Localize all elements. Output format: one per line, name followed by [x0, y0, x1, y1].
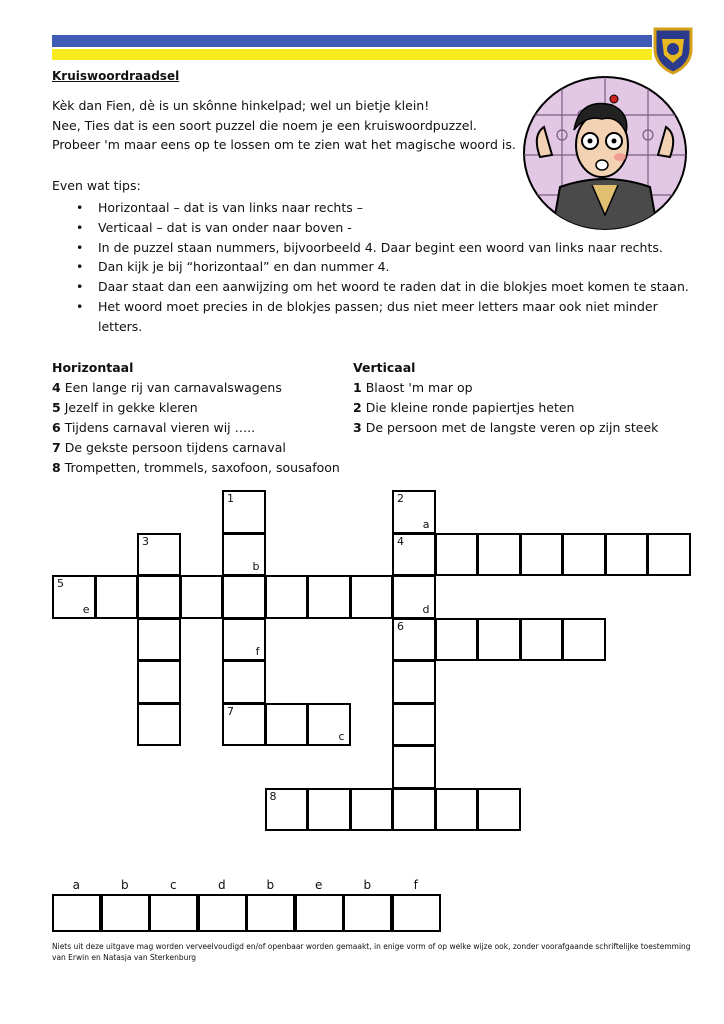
- solution-label: f: [413, 878, 418, 892]
- crossword-cell[interactable]: [392, 533, 436, 577]
- intro-text: [52, 96, 522, 155]
- crossword-cell[interactable]: [222, 533, 266, 577]
- clue-item: [52, 378, 340, 398]
- club-shield-logo: [652, 25, 694, 75]
- solution-cell[interactable]: [101, 894, 150, 932]
- solution-cell[interactable]: [149, 894, 198, 932]
- tip-item: • Het woord moet precies in de blokjes passen; dus niet meer letters maar ook niet minder letters.: [76, 297, 696, 337]
- clue-item: [52, 438, 340, 458]
- solution-cell[interactable]: [52, 894, 101, 932]
- clue-text: Blaost 'm mar op: [365, 380, 473, 395]
- crossword-cell[interactable]: [605, 533, 649, 577]
- copyright-footer: Niets uit deze uitgave mag worden verveelvoudigd en/of openbaar worden gemaakt, in enige vorm of op welke wijze ook, zonder voorafgaande schriftelijke toestemming van Erwin en Natasja van Sterkenburg: [52, 942, 691, 962]
- clue-text: De persoon met de langste veren op zijn steek: [365, 420, 659, 435]
- clue-number-label: 4: [397, 534, 404, 548]
- clue-number: 2: [353, 400, 362, 415]
- solution-label: b: [363, 878, 372, 892]
- clue-text: Tijdens carnaval vieren wij …..: [64, 420, 256, 435]
- clue-number-label: 8: [269, 789, 277, 803]
- header-stripe-blue: [52, 35, 652, 47]
- crossword-cell[interactable]: [265, 575, 309, 619]
- crossword-cell[interactable]: [520, 618, 564, 662]
- crossword-cell[interactable]: [392, 788, 436, 832]
- crossword-cell[interactable]: [180, 575, 224, 619]
- solution-cell[interactable]: [246, 894, 295, 932]
- crossword-cell[interactable]: [392, 490, 436, 534]
- clue-text: De gekste persoon tijdens carnaval: [64, 440, 286, 455]
- clue-number: 5: [52, 400, 61, 415]
- crossword-cell[interactable]: [137, 660, 181, 704]
- horizontal-clues: [52, 358, 340, 478]
- crossword-cell[interactable]: [222, 660, 266, 704]
- solution-label: c: [169, 878, 177, 892]
- tip-item: • In de puzzel staan nummers, bijvoorbeeld 4. Daar begint een woord van links naar rechts.: [76, 238, 696, 258]
- clue-number-label: 7: [227, 704, 234, 718]
- tips-heading: Even wat tips:: [52, 178, 141, 193]
- crossword-cell[interactable]: [647, 533, 691, 577]
- solution-letter-marker: a: [422, 517, 430, 531]
- vertical-heading: Verticaal: [353, 360, 416, 375]
- clue-number: 4: [52, 380, 61, 395]
- crossword-cell[interactable]: [435, 788, 479, 832]
- clue-item: [353, 418, 658, 438]
- intro-line: Nee, Ties dat is een soort puzzel die noem je een kruiswoordpuzzel.: [52, 117, 477, 133]
- crossword-cell[interactable]: [392, 703, 436, 747]
- solution-label: b: [266, 878, 275, 892]
- crossword-cell[interactable]: [265, 788, 309, 832]
- crossword-cell[interactable]: [95, 575, 139, 619]
- tip-item: • Horizontaal – dat is van links naar rechts –: [76, 198, 696, 218]
- crossword-cell[interactable]: [350, 575, 394, 619]
- clue-text: Jezelf in gekke kleren: [64, 400, 198, 415]
- clue-number-label: 6: [397, 619, 404, 633]
- crossword-cell[interactable]: [137, 618, 181, 662]
- solution-letter-marker: d: [422, 602, 430, 616]
- crossword-cell[interactable]: [477, 788, 521, 832]
- crossword-cell[interactable]: [222, 490, 266, 534]
- intro-line: Kèk dan Fien, dè is un skônne hinkelpad; wel un bietje klein!: [52, 98, 430, 113]
- crossword-cell[interactable]: [350, 788, 394, 832]
- crossword-cell[interactable]: [477, 618, 521, 662]
- solution-cell[interactable]: [198, 894, 247, 932]
- crossword-cell[interactable]: [307, 575, 351, 619]
- header-stripe-yellow: [52, 49, 652, 60]
- solution-letter-marker: c: [338, 730, 345, 743]
- tip-item: • Dan kijk je bij “horizontaal” en dan nummer 4.: [76, 257, 696, 277]
- clue-text: Trompetten, trommels, saxofoon, sousafoon: [64, 460, 340, 475]
- clue-number-label: 2: [397, 492, 404, 505]
- crossword-cell[interactable]: [137, 703, 181, 747]
- clue-item: [52, 458, 340, 478]
- clue-item: [52, 418, 340, 438]
- clue-number: 6: [52, 420, 61, 435]
- clue-number: 7: [52, 440, 61, 455]
- crossword-cell[interactable]: [562, 533, 606, 577]
- crossword-cell[interactable]: [392, 575, 436, 619]
- solution-label: e: [315, 878, 323, 892]
- tip-item: • Daar staat dan een aanwijzing om het woord te raden dat in die blokjes moet komen te staan.: [76, 277, 696, 297]
- crossword-cell[interactable]: [137, 575, 181, 619]
- solution-cell[interactable]: [392, 894, 441, 932]
- solution-label: a: [72, 878, 80, 892]
- clue-number-label: 3: [142, 534, 149, 548]
- crossword-cell[interactable]: [392, 745, 436, 789]
- crossword-cell[interactable]: [435, 533, 479, 577]
- crossword-cell[interactable]: [222, 618, 266, 662]
- clue-number-label: 5: [57, 577, 64, 590]
- solution-label: d: [217, 878, 226, 892]
- crossword-cell[interactable]: [477, 533, 521, 577]
- crossword-cell[interactable]: [222, 575, 266, 619]
- horizontal-heading: Horizontaal: [52, 360, 134, 375]
- crossword-cell[interactable]: [265, 703, 309, 747]
- crossword-cell[interactable]: [392, 618, 436, 662]
- clue-number: 3: [353, 420, 362, 435]
- crossword-cell[interactable]: [435, 618, 479, 662]
- clue-text: Die kleine ronde papiertjes heten: [365, 400, 575, 415]
- crossword-cell[interactable]: [307, 703, 351, 747]
- clue-number: 8: [52, 460, 61, 475]
- clue-item: [52, 398, 340, 418]
- crossword-cell[interactable]: [222, 703, 266, 747]
- clue-number-label: 1: [227, 492, 234, 505]
- crossword-cell[interactable]: [52, 575, 96, 619]
- solution-letter-marker: b: [252, 560, 260, 573]
- clue-item: [353, 378, 658, 398]
- solution-cell[interactable]: [295, 894, 344, 932]
- clue-text: Een lange rij van carnavalswagens: [64, 380, 282, 395]
- crossword-cell[interactable]: [307, 788, 351, 832]
- clue-number: 1: [353, 380, 362, 395]
- crossword-cell[interactable]: [520, 533, 564, 577]
- crossword-cell[interactable]: [562, 618, 606, 662]
- solution-letter-marker: f: [255, 645, 260, 658]
- clue-item: [353, 398, 658, 418]
- solution-letter-marker: e: [82, 602, 90, 616]
- crossword-cell[interactable]: [137, 533, 181, 577]
- vertical-clues: [353, 358, 658, 438]
- solution-label: b: [120, 878, 129, 892]
- intro-line: Probeer 'm maar eens op te lossen om te zien wat het magische woord is.: [52, 137, 516, 152]
- solution-cell[interactable]: [343, 894, 392, 932]
- page-title: Kruiswoordraadsel: [52, 69, 180, 83]
- tips-list: [76, 198, 696, 337]
- tip-item: • Verticaal – dat is van onder naar boven -: [76, 218, 696, 238]
- crossword-cell[interactable]: [392, 660, 436, 704]
